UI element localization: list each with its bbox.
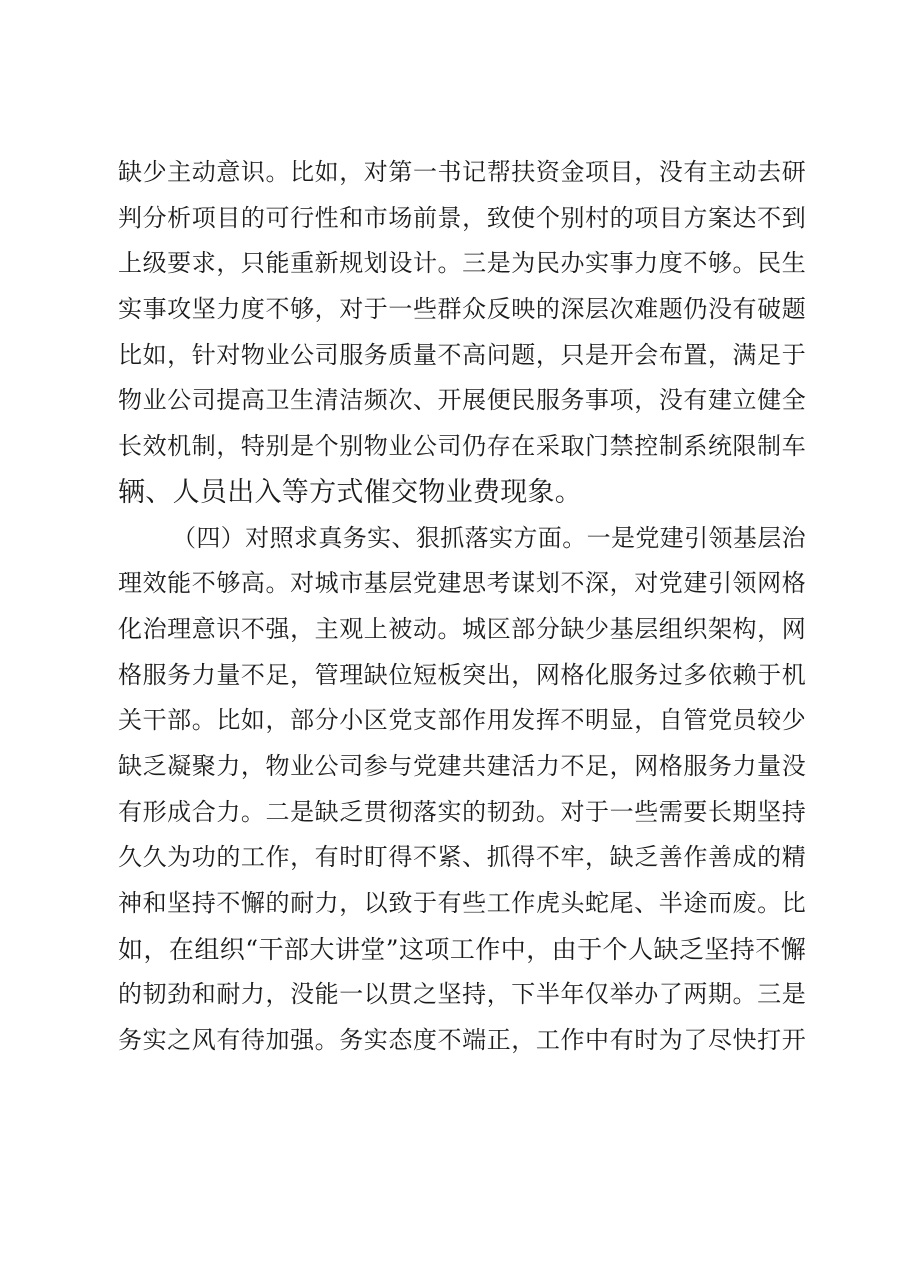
text-line: 神和坚持不懈的耐力，以致于有些工作虎头蛇尾、半途而废。比: [118, 889, 806, 917]
text-line: 长效机制，特别是个别物业公司仍存在采取门禁控制系统限制车: [118, 432, 806, 461]
text-line: 务实之风有待加强。务实态度不端正，工作中有时为了尽快打开: [118, 1026, 806, 1055]
text-line: 比如，针对物业公司服务质量不高问题，只是开会布置，满足于: [118, 340, 806, 369]
text-line: 判分析项目的可行性和市场前景，致使个别村的项目方案达不到: [118, 203, 806, 232]
text-line: 理效能不够高。对城市基层党建思考谋划不深，对党建引领网格: [118, 569, 806, 598]
text-line: 久久为功的工作，有时盯得不紧、抓得不牢，缺乏善作善成的精: [118, 843, 806, 872]
text-line: 如，在组织“干部大讲堂”这项工作中，由于个人缺乏坚持不懈: [118, 934, 806, 964]
text-line: 的韧劲和耐力，没能一以贯之坚持，下半年仅举办了两期。三是: [118, 980, 806, 1009]
text-line: 实事攻坚力度不够，对于一些群众反映的深层次难题仍没有破题: [118, 295, 806, 324]
text-line: 辆、人员出入等方式催交物业费现象。: [118, 476, 583, 508]
text-line: 物业公司提高卫生清洁频次、开展便民服务事项，没有建立健全: [118, 386, 806, 415]
text-line: 有形成合力。二是缺乏贯彻落实的韧劲。对于一些需要长期坚持: [118, 797, 806, 826]
body-text: [118, 150, 806, 1064]
text-line: 格服务力量不足，管理缺位短板突出，网格化服务过多依赖于机: [118, 660, 806, 689]
text-line: 化治理意识不强，主观上被动。城区部分缺少基层组织架构，网: [118, 614, 806, 643]
section-heading-line: （四）对照求真务实、狠抓落实方面。一是党建引领基层治: [172, 523, 806, 552]
text-line: 缺乏凝聚力，物业公司参与党建共建活力不足，网格服务力量没: [118, 751, 806, 780]
text-line: 缺少主动意识。比如，对第一书记帮扶资金项目，没有主动去研: [118, 158, 806, 186]
text-line: 关干部。比如，部分小区党支部作用发挥不明显，自管党员较少: [118, 706, 806, 735]
text-line: 上级要求，只能重新规划设计。三是为民办实事力度不够。民生: [118, 249, 806, 278]
